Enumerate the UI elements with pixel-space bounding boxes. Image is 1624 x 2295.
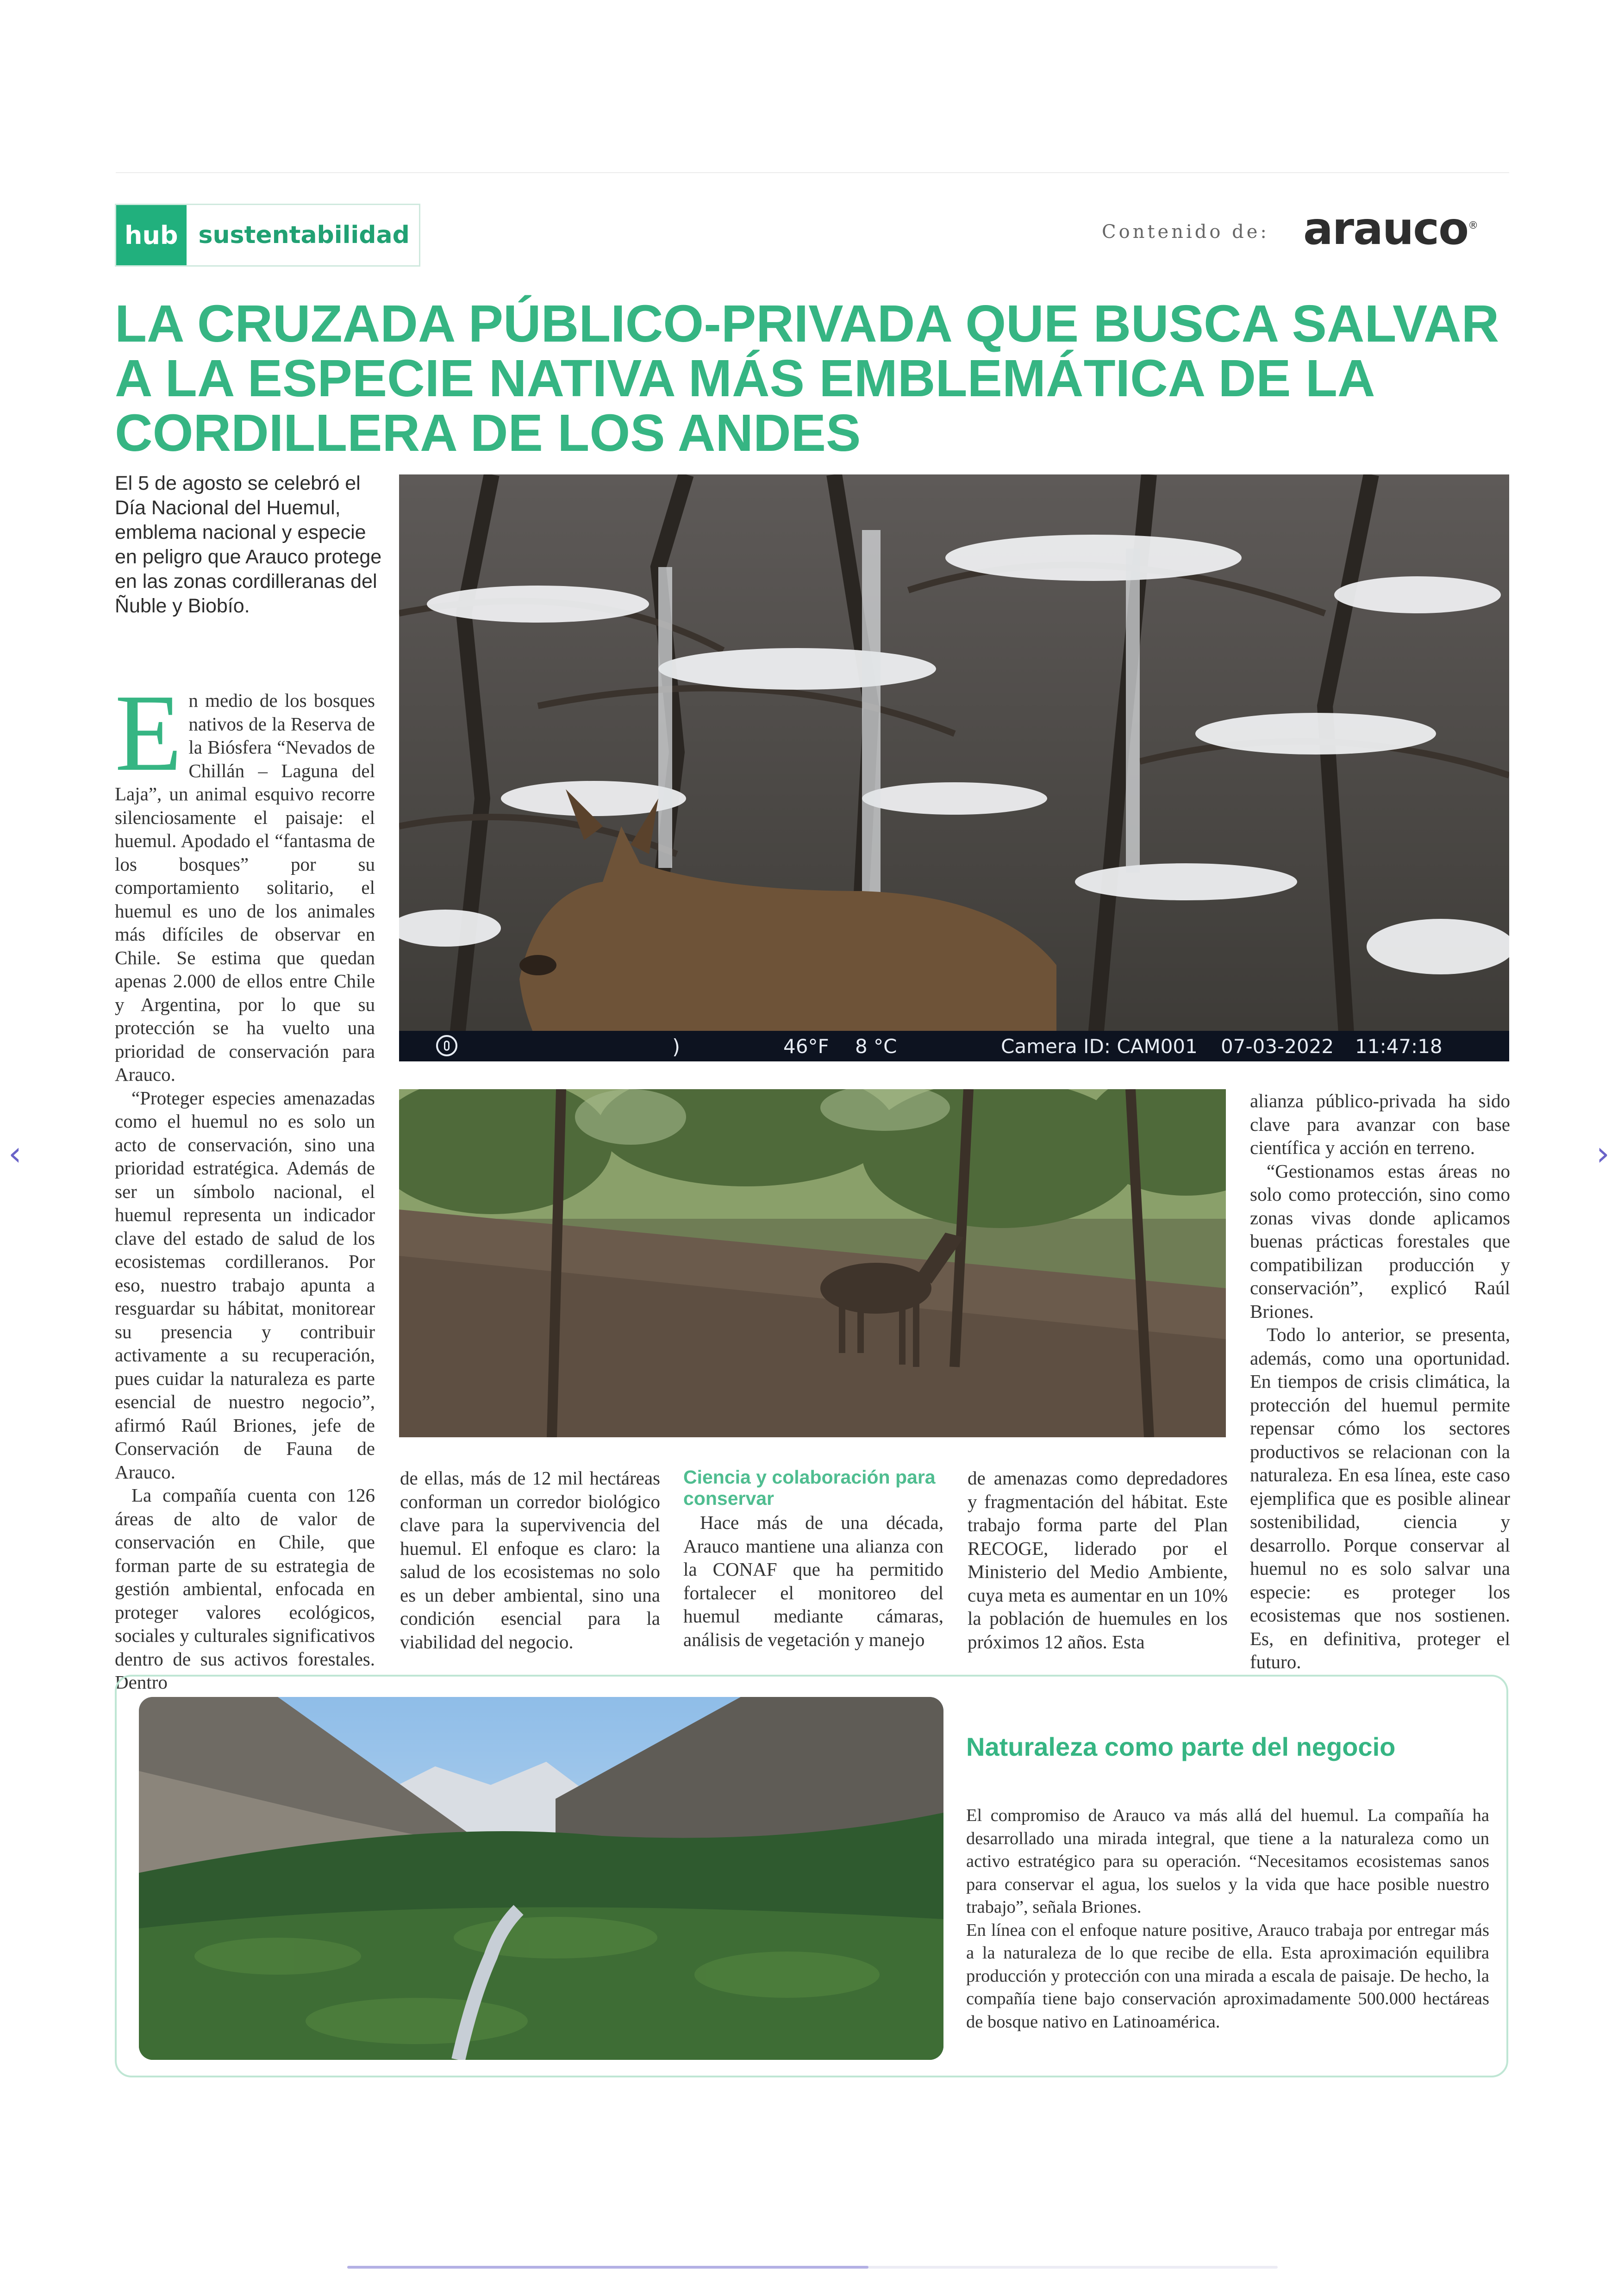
- paragraph: de ellas, más de 12 mil hectáreas conforman un corredor biológico clave para la supervivencia del huemul. El enfoque es claro: la salud de los ecosistemas no solo es un deber ambiental, sino una condición esencial para la viabilidad del negocio.: [400, 1467, 660, 1653]
- reading-progress-bar[interactable]: [347, 2266, 1278, 2269]
- article-lead: El 5 de agosto se celebró el Día Nacional del Huemul, emblema nacional y especie en peligro que Arauco protege en las zonas cordilleranas del Ñuble y Biobío.: [115, 472, 382, 617]
- article-column-4: [968, 1466, 1228, 1653]
- section-subhead: Ciencia y colaboración para conservar: [683, 1466, 936, 1509]
- paragraph: En línea con el enfoque nature positive, Arauco trabaja por entregar más a la naturaleza de lo que recibe de ella. Esta aproximación equilibra producción y protección con una mirada a escala de paisaje. De hecho, la compañía tiene bajo conservación aproximadamente 500.000 hectáreas de bosque nativo en Latinoamérica.: [966, 1920, 1489, 2032]
- paragraph: alianza público-privada ha sido clave para avanzar con base científica y acción en terreno.: [1250, 1090, 1510, 1158]
- registered-mark: ®: [1468, 220, 1479, 231]
- camera-date: 07-03-2022: [1221, 1035, 1334, 1058]
- snow-forest-illustration: [399, 474, 1509, 1061]
- paragraph: “Proteger especies amenazadas como el huemul no es solo un acto de conservación, sino una prioridad estratégica. Además de ser un símbolo nacional, el huemul representa un indicador clave del estado de salud de los ecosistemas cordilleranos. Por eso, nuestro trabajo apunta a resguardar su hábitat, monitorear su presencia y contribuir activamente a su recuperación, pues cuidar la naturaleza es parte esencial de nuestro negocio”, afirmó Raúl Briones, jefe de Conservación de Fauna de Arauco.: [115, 1087, 375, 1483]
- hub-label: hub: [116, 205, 187, 265]
- paragraph: El compromiso de Arauco va más allá del huemul. La compañía ha desarrollado una mirada integral, que tiene a la naturaleza como un activo estratégico para su operación. “Necesitamos ecosistemas sanos para conservar el agua, los suelos y la vida que hace posible nuestro trabajo”, señala Briones.: [966, 1806, 1489, 1917]
- arauco-logo: [1303, 203, 1478, 255]
- box-text: [966, 1804, 1489, 2033]
- reading-progress-fill: [347, 2266, 868, 2269]
- article-column-5: [1250, 1089, 1510, 1674]
- camera-id: Camera ID: CAM001: [1001, 1035, 1198, 1058]
- huemul-snow-photo: [399, 474, 1509, 1061]
- paragraph: En medio de los bosques nativos de la Reserva de la Biósfera “Nevados de Chillán – Laguna del Laja”, un animal esquivo recorre silenciosamente el paisaje: el huemul. Apodado el “fantasma de los bosques” por su comportamiento solitario, el huemul es uno de los animales más difíciles de observar en Chile. Se estima que quedan apenas 2.000 de ellos entre Chile y Argentina, por lo que su protección se ha vuelto una prioridad de conservación para Arauco.: [115, 672, 375, 1085]
- temperature-f: 46°F: [783, 1035, 829, 1058]
- box-title: Naturaleza como parte del negocio: [966, 1732, 1396, 1761]
- drop-cap: E: [115, 672, 182, 794]
- header-divider: [116, 172, 1509, 173]
- article-column-1: [115, 672, 375, 1694]
- paragraph: La compañía cuenta con 126 áreas de alto de valor de conservación en Chile, que forman parte de su estrategia de gestión ambiental, enfocada en proteger valores ecológicos, sociales y culturales significativos dentro de sus activos forestales. Dentro: [115, 1484, 375, 1693]
- huemul-slope-photo: [399, 1089, 1226, 1437]
- camera-badge-icon: [436, 1035, 457, 1056]
- camera-trap-info-bar: [399, 1031, 1509, 1061]
- valley-forest-photo: [139, 1697, 943, 2060]
- article-title: LA CRUZADA PÚBLICO-PRIVADA QUE BUSCA SALVAR A LA ESPECIE NATIVA MÁS EMBLEMÁTICA DE LA CORDILLERA DE LOS ANDES: [115, 294, 1499, 462]
- temperature-c: 8 °C: [855, 1035, 897, 1058]
- hub-sustentabilidad-logo: [115, 204, 420, 267]
- paragraph: Hace más de una década, Arauco mantiene una alianza con la CONAF que ha permitido fortalecer el monitoreo del huemul mediante cámaras, análisis de vegetación y manejo: [683, 1512, 943, 1650]
- article-column-2: [400, 1466, 660, 1653]
- section-label: sustentabilidad: [187, 205, 419, 265]
- previous-page-chevron-icon[interactable]: ‹: [8, 1134, 22, 1173]
- paragraph: Todo lo anterior, se presenta, además, como una oportunidad. En tiempos de crisis climática, la protección del huemul permite repensar cómo los sectores productivos se relacionan con la naturaleza. En esa línea, este caso ejemplifica que es posible alinear sostenibilidad, ciencia y desarrollo. Porque conservar al huemul no es solo salvar una especie: es proteger los ecosistemas que nos sostienen. Es, en definitiva, proteger el futuro.: [1250, 1324, 1510, 1672]
- next-page-chevron-icon[interactable]: ›: [1596, 1134, 1610, 1173]
- moon-phase-icon: ): [672, 1035, 681, 1059]
- brand-name: arauco: [1303, 203, 1468, 255]
- paragraph: de amenazas como depredadores y fragmentación del hábitat. Este trabajo forma parte del Plan RECOGE, liderado por el Ministerio del Medio Ambiente, cuya meta es aumentar en un 10% la población de huemules en los próximos 12 años. Esta: [968, 1467, 1228, 1653]
- camera-time: 11:47:18: [1355, 1035, 1443, 1058]
- sponsor-label: Contenido de:: [1102, 221, 1269, 243]
- paragraph: “Gestionamos estas áreas no solo como protección, sino como zonas vivas donde aplicamos buenas prácticas forestales que compatibilizan producción y conservación”, explicó Raúl Briones.: [1250, 1160, 1510, 1322]
- forest-slope-illustration: [399, 1089, 1226, 1437]
- valley-illustration: [139, 1697, 943, 2060]
- article-column-3: [683, 1466, 943, 1651]
